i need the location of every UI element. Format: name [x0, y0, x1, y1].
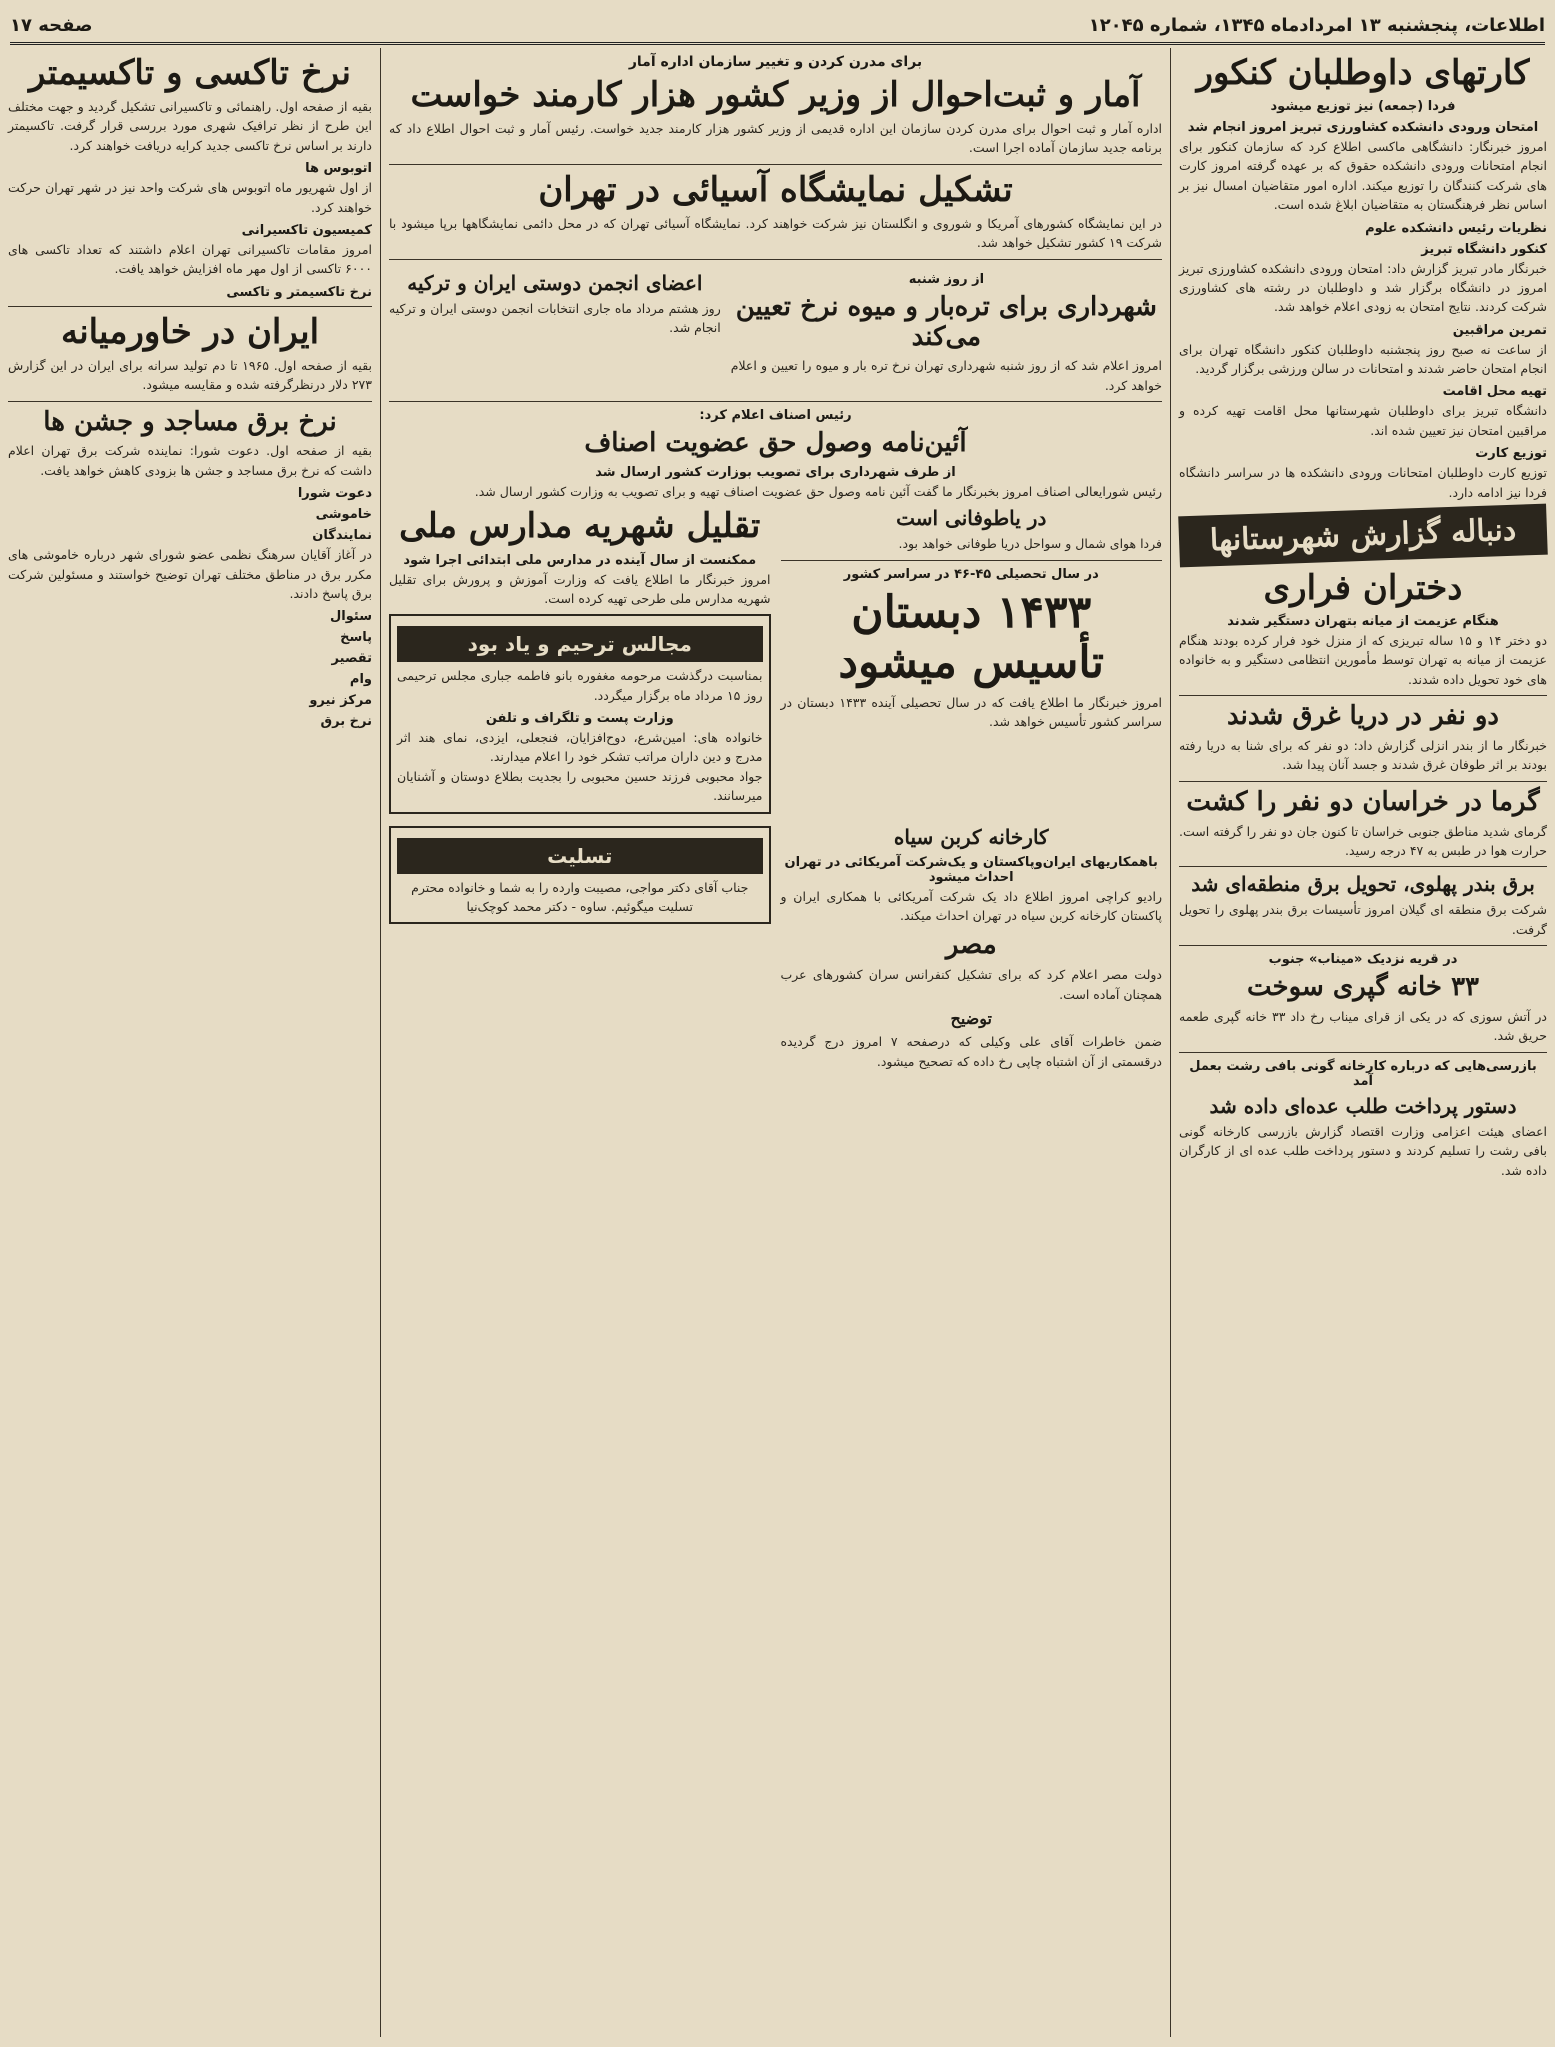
ad-memorial [389, 614, 771, 813]
headline-municipality: شهرداری برای تره‌بار و میوه نرخ تعیین می‌کند [735, 291, 1157, 352]
article-body: امروز اعلام شد که از روز شنبه شهرداری تهران نرخ تره بار و میوه را تعیین و اعلام خواهد کرد. [730, 358, 1162, 393]
article-body: در آغاز آقایان سرهنگ نظمی عضو شورای شهر درباره خاموشی های مکرر برق در مناطق مختلف تهران توضیح خواستند و مسئولین شرکت برق پاسخ دادند. [8, 547, 372, 601]
divider [1179, 695, 1547, 696]
divider [389, 401, 1162, 402]
mid-row-1-left [389, 266, 721, 396]
headline-konkur: کارتهای داوطلبان کنکور [1196, 53, 1530, 93]
mid-row-3-left [389, 820, 771, 1072]
article-body: در آتش سوزی که در یکی از قرای میناب رخ داد ۳۳ خانه گپری طعمه حریق شد. [1179, 1009, 1547, 1044]
kicker: در قریه نزدیک «میناب» جنوب [1268, 952, 1458, 968]
article-body: رئیس شورایعالی اصناف امروز بخبرنگار ما گفت آئین نامه وصول حق عضویت اصناف تهیه و برای تصویب به وزارت کشور ارسال شد. [474, 484, 1162, 500]
subhead: سئوال [330, 609, 372, 625]
subhead: نرخ برق [320, 714, 372, 730]
folio-bar [10, 8, 1545, 45]
headline-electricity: نرخ برق مساجد و جشن ها [43, 406, 337, 437]
mid-row-1 [389, 266, 1162, 396]
ad-body: جناب آقای دکتر مواجی، مصیبت وارده را به شما و خانواده محترم تسلیت میگوئیم. ساوه - دکتر محمد کوچک‌نیا [411, 879, 749, 914]
column-middle [380, 48, 1170, 2037]
article-body: بقیه از صفحه اول. ۱۹۶۵ تا دم تولید سرانه برای ایران در این گزارش ۲۷۳ دلار درنظرگرفته شده و مقایسه میشود. [8, 357, 372, 393]
divider [8, 306, 372, 307]
ad-condolence [389, 826, 771, 925]
subhead: وام [349, 672, 372, 688]
article-body: در این نمایشگاه کشورهای آمریکا و شوروی و انگلستان نیز شرکت خواهند کرد. نمایشگاه آسیائی تهران که در محل دائمی نمایشگاهها برپا میشود با شرکت ۱۹ کشور تشکیل خواهد شد. [389, 215, 1162, 251]
subhead-tabriz: امتحان ورودی دانشکده کشاورزی تبریز امروز انجام شد [1187, 120, 1539, 136]
ad-title: مجالس ترحیم و یاد بود [397, 626, 763, 662]
headline-middle-east: ایران در خاورمیانه [60, 311, 320, 352]
headline-egypt: مصر [945, 930, 997, 961]
subhead-cards: فردا (جمعه) نیز توزیع میشود [1270, 99, 1456, 115]
kicker: از روز شنبه [908, 271, 985, 287]
subhead: باهمکاریهای ایران‌وپاکستان و یک‌شرکت آمریکائی در تهران احداث میشود [784, 854, 1158, 885]
article-body: اعضای هیئت اعزامی وزارت اقتصاد گزارش بازرسی کارخانه گونی بافی رشت را تسلیم کردند و دستور پرداخت طلب عده ای از کارگران داده شد. [1179, 1123, 1547, 1178]
ad-body: خانواده های: امین‌شرع، دوح‌افزایان، فنجعلی، ایزدی، نمای هند اثر مدرج و دین داران مراتب تشکر خود را اعلام میدارند. [397, 730, 763, 765]
article-body: دولت مصر اعلام کرد که برای تشکیل کنفرانس سران کشورهای عرب همچنان آماده است. [780, 967, 1162, 1002]
article-body: روز هشتم مرداد ماه جاری انتخابات انجمن دوستی ایران و ترکیه انجام شد. [389, 300, 721, 336]
article-body: اداره آمار و ثبت احوال برای مدرن کردن سازمان این اداره قدیمی از وزیر کشور هزار کارمند جدید خواست. رئیس آمار و ثبت احوال اطلاع داد که برنامه جدید سازمان آماده اجرا است. [389, 121, 1162, 156]
headline-carbon: کارخانه کربن سیاه [893, 824, 1049, 849]
article-body: دو دختر ۱۴ و ۱۵ ساله تبریزی که از منزل خود فرار کرده بودند هنگام عزیمت از میانه به تهران توسط مأمورین انتظامی دستگیر و به خانواده های خود تحویل داده شدند. [1179, 633, 1548, 687]
kicker: بازرسی‌هایی که درباره کارخانه گونی بافی رشت بعمل آمد [1189, 1058, 1537, 1089]
subhead: از طرف شهرداری برای تصویب بوزارت کشور ارسال شد [595, 465, 956, 481]
subhead: نظریات رئیس دانشکده علوم [1365, 220, 1547, 236]
headline-payment: دستور پرداخت طلب عده‌ای داده شد [1209, 1093, 1517, 1118]
divider [389, 259, 1162, 260]
subhead: نرخ تاکسیمتر و تاکسی [226, 284, 372, 300]
divider [1179, 866, 1547, 867]
mid-row-1-right [731, 266, 1162, 396]
headline-guilds: آئین‌نامه وصول حق عضویت اصناف [584, 428, 967, 459]
subhead: ممکنست از سال آینده در مدارس ملی ابتدائی اجرا شود [403, 552, 757, 568]
article-body: توزیع کارت داوطلبان امتحانات ورودی دانشکده ها در سراسر دانشگاه فردا نیز ادامه دارد. [1179, 465, 1547, 500]
article-body: امروز مقامات تاکسیرانی تهران اعلام داشتند که تعداد تاکسی های ۶۰۰۰ تاکسی از اول مهر ماه افزایش خواهد یافت. [8, 241, 372, 277]
divider [389, 164, 1162, 165]
headline-heat: گرما در خراسان دو نفر را کشت [1186, 786, 1540, 817]
subhead: مرکز نیرو [309, 693, 372, 709]
ad-title: تسلیت [397, 838, 763, 874]
subhead: کمیسیون تاکسیرانی [241, 222, 372, 238]
kicker: در سال تحصیلی ۴۵-۴۶ در سراسر کشور [843, 566, 1099, 582]
article-body: امروز خبرنگار ما اطلاع یافت که در سال تحصیلی آینده ۱۴۳۳ دبستان در سراسر کشور تأسیس خواهد شد. [780, 695, 1162, 730]
subhead: دعوت شورا [297, 486, 372, 502]
page-number: صفحه ۱۷ [10, 14, 93, 36]
subhead: کنکور دانشگاه تبریز [1421, 241, 1547, 257]
divider [1179, 945, 1547, 946]
mid-row-3-right [781, 820, 1163, 1072]
subhead: نمایندگان [312, 528, 372, 544]
article-body: خبرنگار مادر تبریز گزارش داد: امتحان ورودی دانشکده کشاورزی تبریز امروز در دانشگاه برگزار شد و داوطلبان در رشته های کشاورزی شرکت کردند. نتایج امتحان به زودی اعلام خواهد شد. [1179, 260, 1547, 315]
article-body: بقیه از صفحه اول. راهنمائی و تاکسیرانی تشکیل گردید و جهت مختلف این طرح از نظر ترافیک شهری مورد بررسی قرار گرفت. تاکسیمتر دارند بر اساس نرخ تاکسی جدید کرایه دریافت خواهند کرد. [8, 99, 372, 153]
article-body: امروز خبرنگار: دانشگاهی ماکسی اطلاع کرد که سازمان کنکور برای انجام امتحانات ورودی دانشکده حقوق که بر عهده گرفته امروز کارت های شرکت کنندگان را توزیع میکند. اداره امور متقاضیان امسال نیز بر اساس نظر فرهنگستان به متقاضیان ابلاغ شده است. [1179, 139, 1547, 213]
kicker: برای مدرن کردن و تغییر سازمان اداره آمار [628, 54, 923, 70]
subhead: توزیع کارت [1475, 446, 1547, 462]
subhead: اتوبوس ها [305, 161, 372, 177]
headline-tuition: تقلیل شهریه مدارس ملی [399, 506, 761, 547]
column-left [0, 48, 380, 2037]
headline-storm: در یاطوفانی است [896, 506, 1047, 531]
headline-drowning: دو نفر در دریا غرق شدند [1227, 701, 1499, 732]
article-body: امروز خبرنگار ما اطلاع یافت که وزارت آموزش و پرورش برای تقلیل شهریه مدارس ملی طرحی تهیه کرده است. [389, 571, 771, 606]
subhead: هنگام عزیمت از میانه بتهران دستگیر شدند [1227, 614, 1499, 630]
section-banner: دنباله گزارش شهرستانها [1178, 504, 1548, 568]
column-right [1170, 48, 1555, 2037]
article-body: ضمن خاطرات آقای علی وکیلی که درصفحه ۷ امروز درج گردیده درقسمتی از آن اشتباه چاپی رخ داده که تصحیح میشود. [780, 1034, 1162, 1069]
article-body: شرکت برق منطقه ای گیلان امروز تأسیسات برق بندر پهلوی را تحویل گرفت. [1179, 902, 1547, 937]
article-body: از اول شهریور ماه اتوبوس های شرکت واحد نیز در شهر تهران حرکت خواهند کرد. [8, 180, 372, 215]
ad-subtitle: وزارت پست و تلگراف و تلفن [485, 711, 674, 727]
ad-body: بمناسبت درگذشت مرحومه مغفوره بانو فاطمه جباری مجلس ترحیمی روز ۱۵ مرداد ماه برگزار میگردد. [397, 668, 763, 703]
subhead: تقصیر [331, 651, 372, 667]
divider [8, 401, 372, 402]
divider [781, 560, 1163, 561]
issue-line: اطلاعات، پنجشنبه ۱۳ امردادماه ۱۳۴۵، شماره ۱۲۰۴۵ [1088, 14, 1545, 36]
subhead: تمرین مراقبین [1452, 322, 1547, 338]
divider [1179, 781, 1547, 782]
subhead: پاسخ [340, 630, 372, 646]
ad-body: جواد محبوبی فرزند حسین محبوبی را بجدیت بطلاع دوستان و آشنایان میرسانند. [397, 768, 763, 804]
article-body: از ساعت نه صبح روز پنجشنبه داوطلبان کنکور دانشگاه تهران برای انجام امتحان حاضر شدند و امتحانات در سالن ورزشی برگزار گردید. [1179, 341, 1547, 377]
divider [1179, 1052, 1547, 1053]
headline-power: برق بندر پهلوی، تحویل برق منطقه‌ای شد [1191, 872, 1535, 897]
article-body: دانشگاه تبریز برای داوطلبان شهرستانها محل اقامت تهیه کرده و مراقبین امتحان نیز تعیین شده اند. [1179, 403, 1547, 438]
headline-correction: توضیح [950, 1008, 992, 1028]
article-body: خبرنگار ما از بندر انزلی گزارش داد: دو نفر که برای شنا به دریا رفته بودند بر اثر طوفان غرق شدند و جسد آنان پیدا شد. [1179, 738, 1547, 773]
article-body: بقیه از صفحه اول. دعوت شورا: نماینده شرکت برق تهران اعلام داشت که نرخ برق مساجد و جشن ها بزودی کاهش خواهد یافت. [8, 443, 372, 478]
headline-fire: ۳۳ خانه گپری سوخت [1246, 972, 1479, 1003]
headline-statistics: آمار و ثبت‌احوال از وزیر کشور هزار کارمند خواست [410, 75, 1141, 115]
headline-taxi: نرخ تاکسی و تاکسیمتر [28, 53, 352, 93]
mid-row-3 [389, 820, 1162, 1072]
article-body: رادیو کراچی امروز اطلاع داد یک شرکت آمریکائی با همکاری ایران و پاکستان کارخانه کربن سیاه در تهران احداث میکند. [780, 888, 1162, 923]
article-body: فردا هوای شمال و سواحل دریا طوفانی خواهد بود. [898, 536, 1162, 552]
mid-row-2-left [389, 501, 771, 819]
headline-friendship: اعضای انجمن دوستی ایران و ترکیه [407, 270, 703, 295]
subhead: تهیه محل اقامت [1442, 384, 1547, 400]
headline-girls: دختران فراری [1263, 567, 1463, 608]
subhead: خاموشی [315, 507, 372, 523]
article-body: گرمای شدید مناطق جنوبی خراسان تا کنون جان دو نفر را گرفته است. حرارت هوا در طبس به ۴۷ درجه رسید. [1179, 823, 1547, 859]
kicker: رئیس اصناف اعلام کرد: [699, 408, 852, 424]
headline-exhibition: تشکیل نمایشگاه آسیائی در تهران [538, 169, 1013, 210]
mid-row-2 [389, 501, 1162, 819]
mid-row-2-right [781, 501, 1163, 819]
headline-schools: ۱۴۳۳ دبستان تأسیس میشود [838, 586, 1105, 689]
